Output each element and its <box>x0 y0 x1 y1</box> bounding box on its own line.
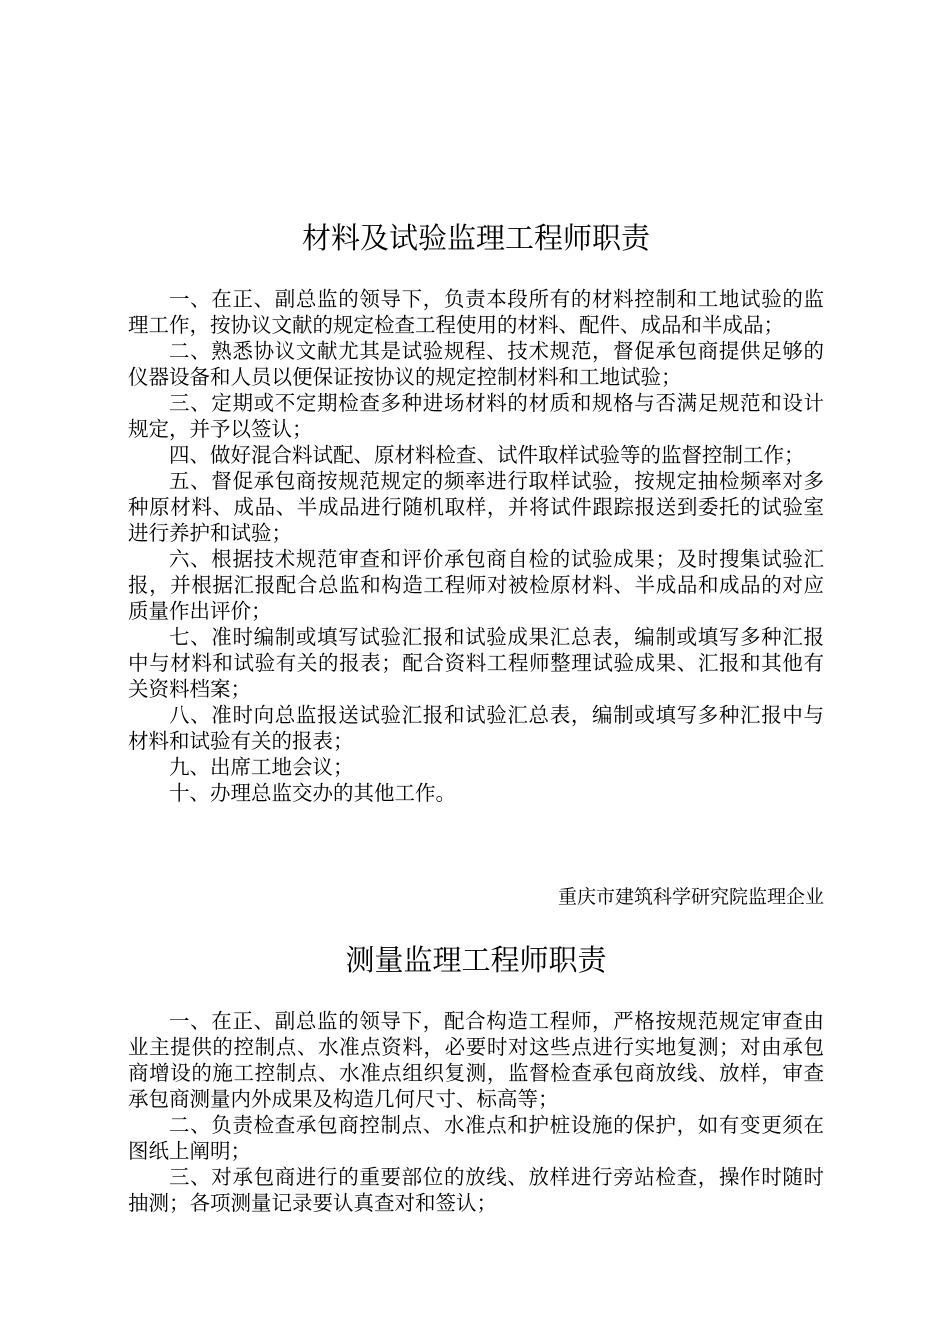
duty-item: 二、负责检查承包商控制点、水准点和护桩设施的保护，如有变更须在图纸上阐明； <box>128 1113 824 1163</box>
duty-item: 七、准时编制或填写试验汇报和试验成果汇总表，编制或填写多种汇报中与材料和试验有关的报表；配合资料工程师整理试验成果、汇报和其他有关资料档案； <box>128 625 824 701</box>
materials-duties-section <box>128 286 824 806</box>
duty-item: 一、在正、副总监的领导下，负责本段所有的材料控制和工地试验的监理工作，按协议文献的规定检查工程使用的材料、配件、成品和半成品； <box>128 287 824 337</box>
duty-item: 九、出席工地会议； <box>169 755 354 779</box>
duty-item: 三、对承包商进行的重要部位的放线、放样进行旁站检查，操作时随时抽测；各项测量记录要认真查对和签认； <box>128 1165 824 1215</box>
duty-item: 三、定期或不定期检查多种进场材料的材质和规格与否满足规范和设计规定，并予以签认； <box>128 391 824 441</box>
duty-item: 十、办理总监交办的其他工作。 <box>169 781 456 805</box>
section-title-materials: 材料及试验监理工程师职责 <box>301 221 650 255</box>
duty-item: 一、在正、副总监的领导下，配合构造工程师，严格按规范规定审查由业主提供的控制点、水准点资料，必要时对这些点进行实地复测；对由承包商增设的施工控制点、水准点组织复测，监督检查承包商放线、放样，审查承包商测量内外成果及构造几何尺寸、标高等； <box>128 1009 824 1111</box>
duty-item: 二、熟悉协议文献尤其是试验规程、技术规范，督促承包商提供足够的仪器设备和人员以便保证按协议的规定控制材料和工地试验； <box>128 339 824 389</box>
organization-signature: 重庆市建筑科学研究院监理企业 <box>557 886 824 908</box>
survey-duties-section <box>128 1008 824 1216</box>
duty-item: 六、根据技术规范审查和评价承包商自检的试验成果；及时搜集试验汇报，并根据汇报配合总监和构造工程师对被检原材料、半成品和成品的对应质量作出评价； <box>128 547 824 623</box>
duty-item: 八、准时向总监报送试验汇报和试验汇总表，编制或填写多种汇报中与材料和试验有关的报表； <box>128 703 824 753</box>
duty-item: 五、督促承包商按规范规定的频率进行取样试验，按规定抽检频率对多种原材料、成品、半成品进行随机取样，并将试件跟踪报送到委托的试验室进行养护和试验； <box>128 469 824 545</box>
section-title-survey: 测量监理工程师职责 <box>345 943 607 977</box>
duty-item: 四、做好混合料试配、原材料检查、试件取样试验等的监督控制工作； <box>169 443 805 467</box>
